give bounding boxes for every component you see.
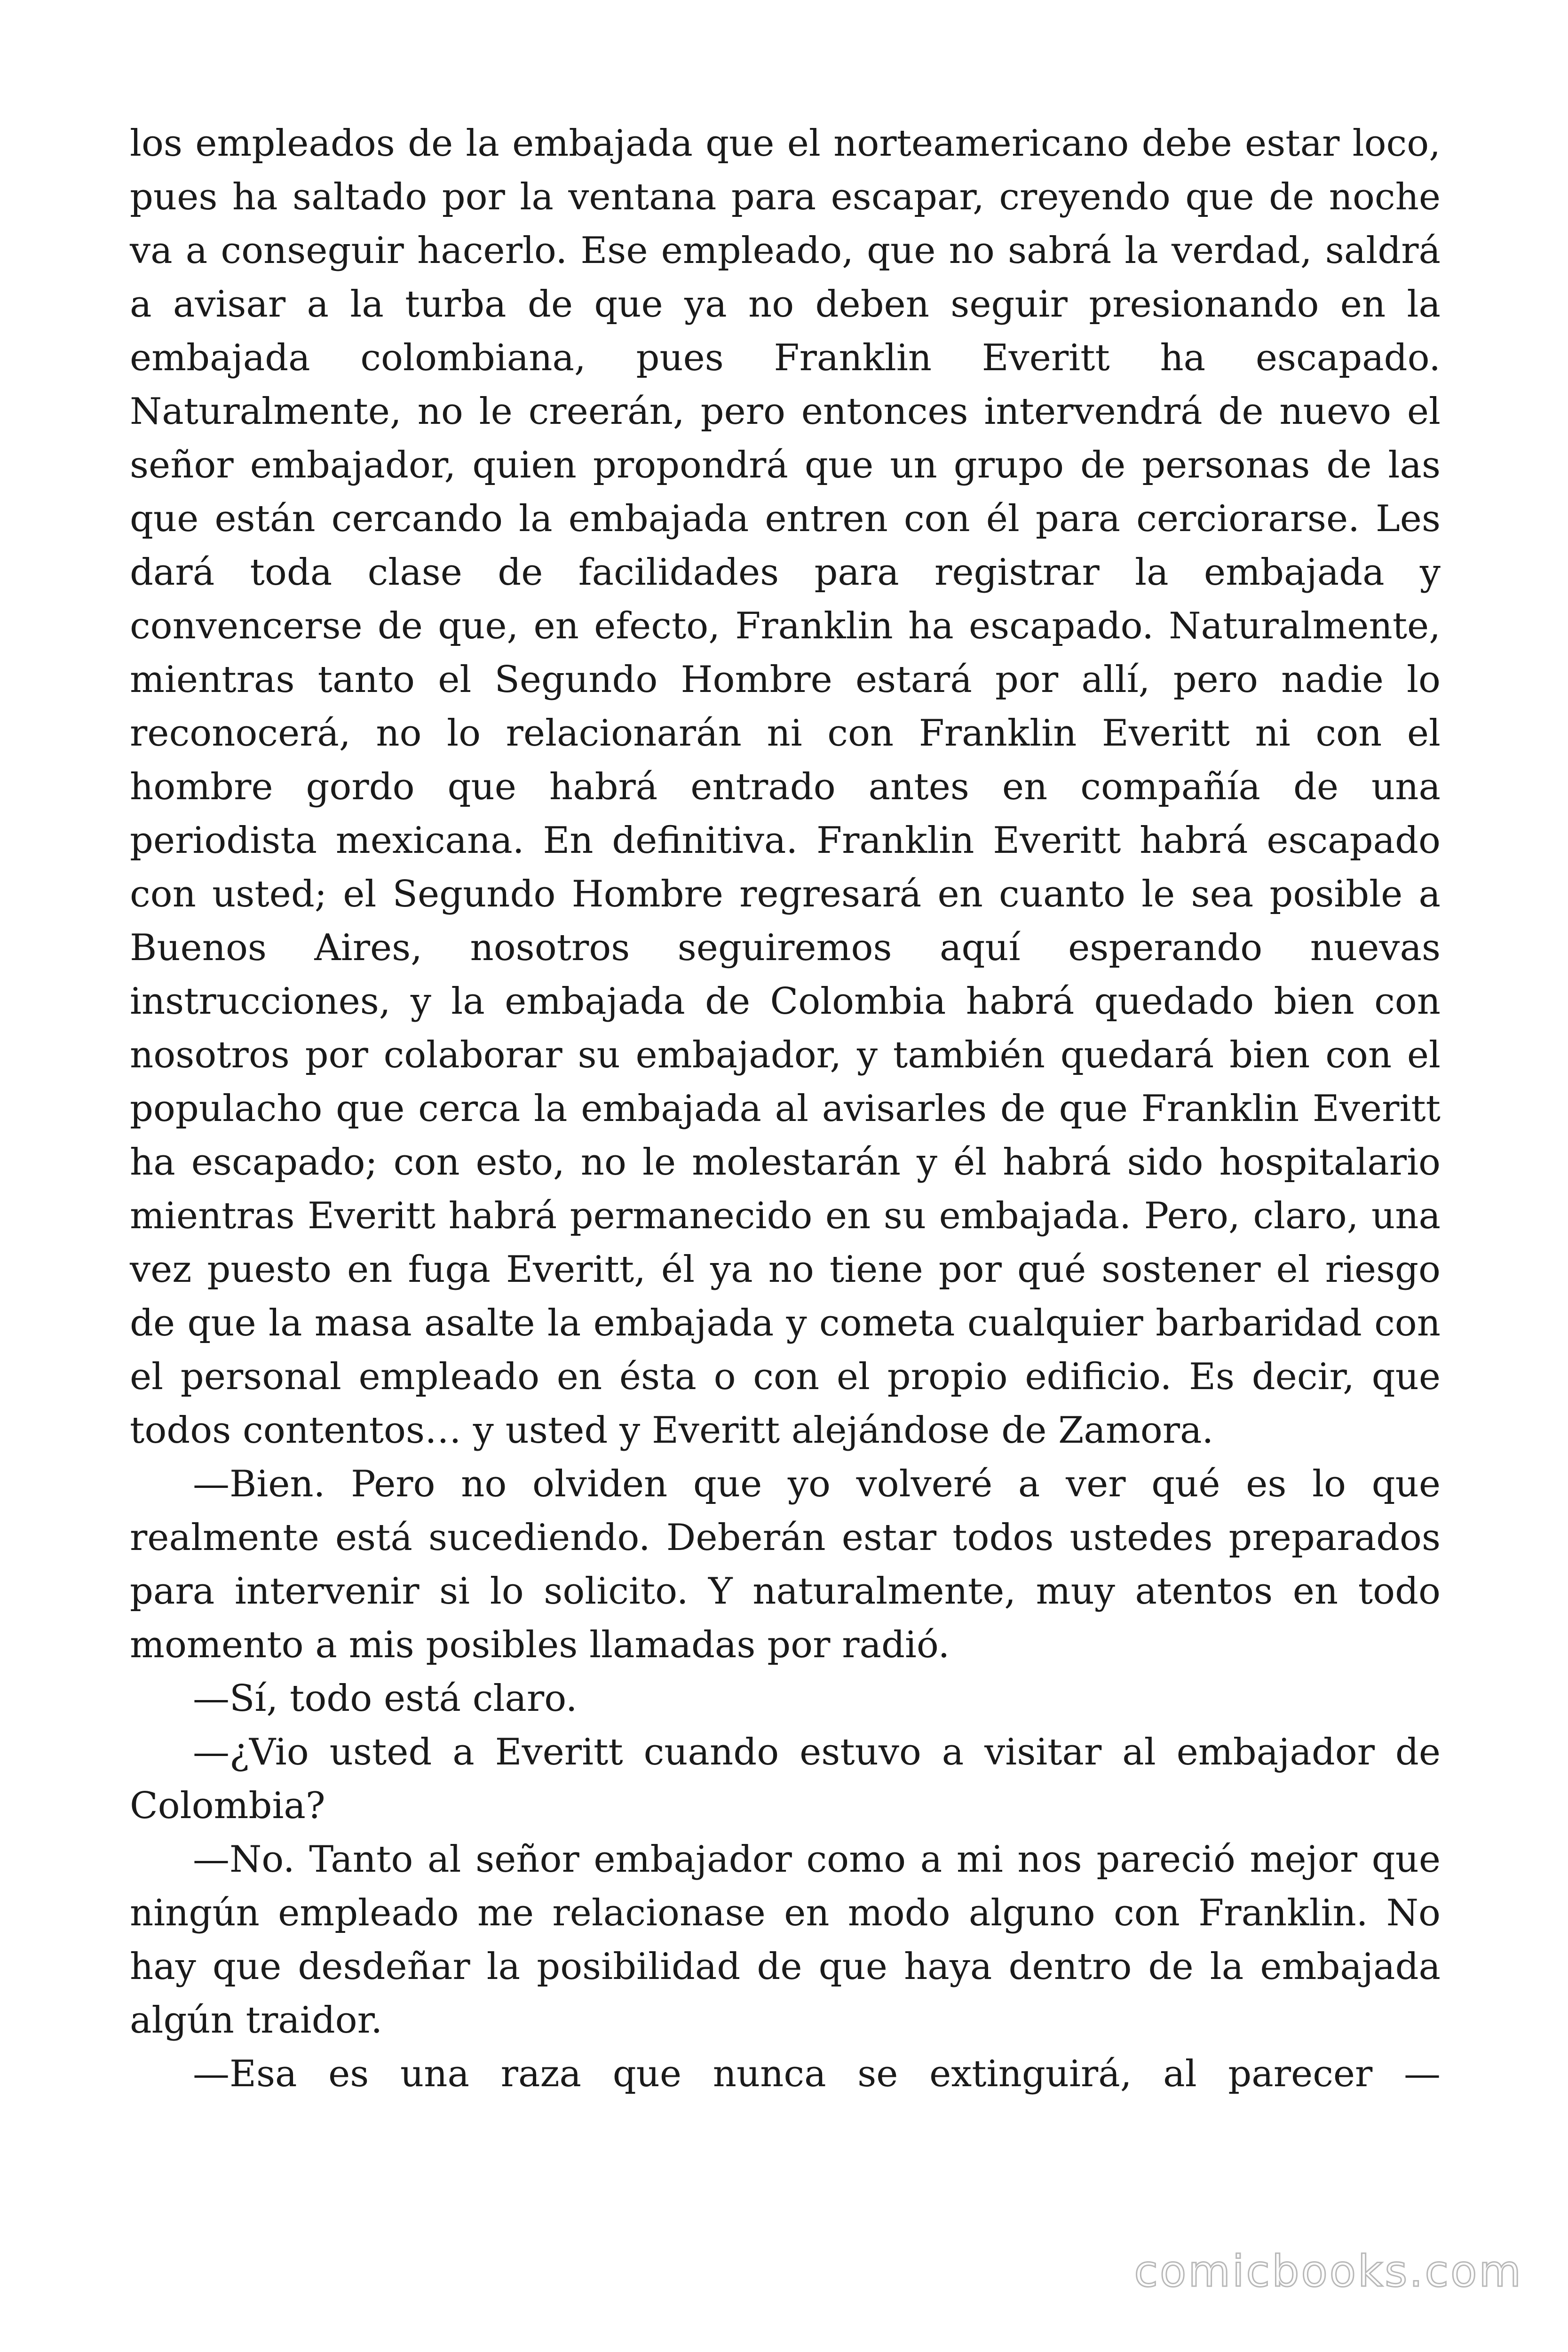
paragraph-dialogue: —Bien. Pero no olviden que yo volveré a ver qué es lo que realmente está sucediendo. Deberán estar todos ustedes preparados para intervenir si lo solicito. Y naturalmente, muy atentos en todo momento a mis posibles llamadas por radió. (130, 1463, 1441, 1666)
paragraph-continuation: los empleados de la embajada que el norteamericano debe estar loco, pues ha saltado por la ventana para escapar, creyendo que de noche va a conseguir hacerlo. Ese empleado, que no sabrá la verdad, saldrá a avisar a la turba de que ya no deben seguir presionando en la embajada colombiana, pues Franklin Everitt ha escapado. Naturalmente, no le creerán, pero entonces intervendrá de nuevo el señor embajador, quien propondrá que un grupo de personas de las que están cercando la embajada entren con él para cerciorarse. Les dará toda clase de facilidades para registrar la embajada y convencerse de que, en efecto, Franklin ha escapado. Naturalmente, mientras tanto el Segundo Hombre estará por allí, pero nadie lo reconocerá, no lo relacionarán ni con Franklin Everitt ni con el hombre gordo que habrá entrado antes en compañía de una periodista mexicana. En definitiva. Franklin Everitt habrá escapado con usted; el Segundo Hombre regresará en cuanto le sea posible a Buenos Aires, nosotros seguiremos aquí esperando nuevas instrucciones, y la embajada de Colombia habrá quedado bien con nosotros por colaborar su embajador, y también quedará bien con el populacho que cerca la embajada al avisarles de que Franklin Everitt ha escapado; con esto, no le molestarán y él habrá sido hospitalario mientras Everitt habrá permanecido en su embajada. Pero, claro, una vez puesto en fuga Everitt, él ya no tiene por qué sostener el riesgo de que la masa asalte la embajada y cometa cualquier barbaridad con el personal empleado en ésta o con el propio edificio. Es decir, que todos contentos… y usted y Everitt alejándose de Zamora. (130, 122, 1441, 1452)
page-body (130, 117, 1441, 2101)
paragraph-dialogue: —Sí, todo está claro. (193, 1677, 578, 1720)
paragraph-dialogue: —Esa es una raza que nunca se extinguirá, al parecer — (193, 2053, 1441, 2095)
paragraph-dialogue: —¿Vio usted a Everitt cuando estuvo a visitar al embajador de Colombia? (130, 1731, 1441, 1827)
watermark: comicbooks.com (1134, 2246, 1523, 2296)
paragraph-dialogue: —No. Tanto al señor embajador como a mi nos pareció mejor que ningún empleado me relacionase en modo alguno con Franklin. No hay que desdeñar la posibilidad de que haya dentro de la embajada algún traidor. (130, 1838, 1441, 2042)
